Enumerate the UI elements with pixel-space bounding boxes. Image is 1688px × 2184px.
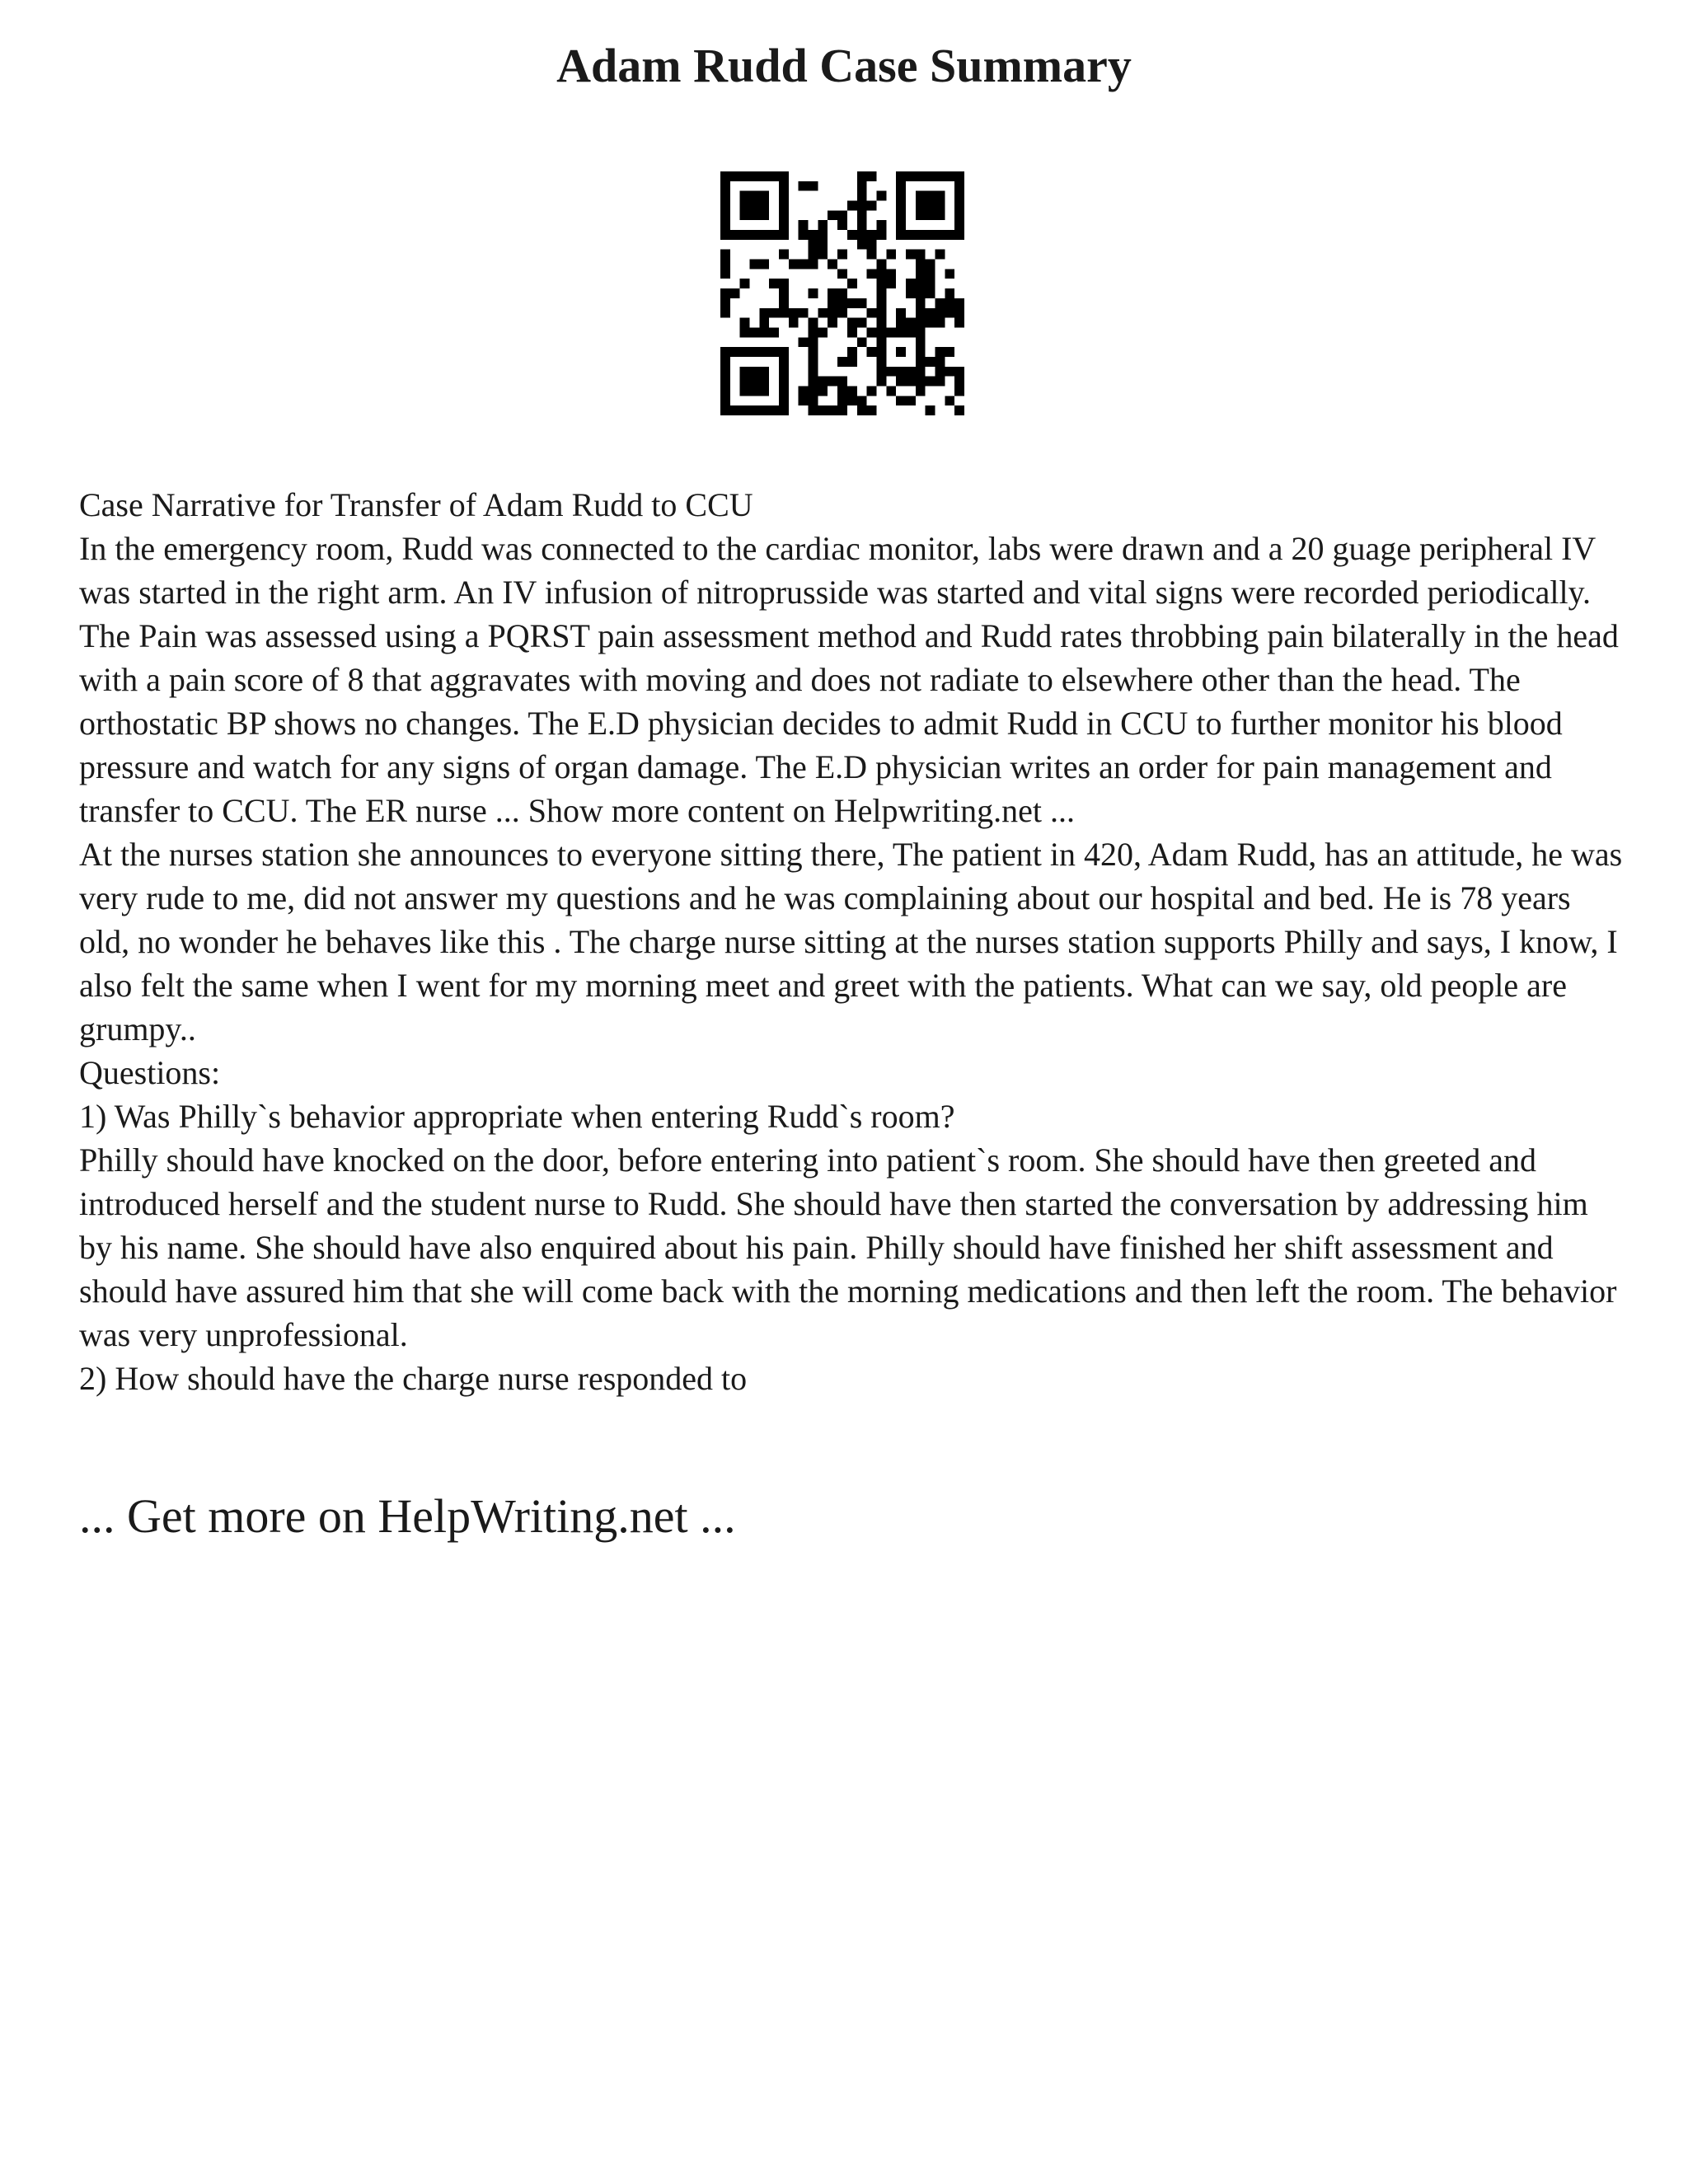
question: 2) How should have the charge nurse responded to [79, 1360, 748, 1397]
paragraph-heading: Case Narrative for Transfer of Adam Rudd to CCU [79, 486, 753, 523]
paragraph: In the emergency room, Rudd was connected to the cardiac monitor, labs were drawn and a 20 guage peripheral IV was started in the right arm. An IV infusion of nitroprusside was started and vital signs were recorded periodically. The Pain was assessed using a PQRST pain assessment method and Rudd rates throbbing pain bilaterally in the head with a pain score of 8 that aggravates with moving and does not radiate to elsewhere other than the head. The orthostatic BP shows no changes. The E.D physician decides to admit Rudd in CCU to further monitor his blood pressure and watch for any signs of organ damage. The E.D physician writes an order for pain management and transfer to CCU. The ER nurse ... Show more content on Helpwriting.net ... [79, 530, 1619, 829]
questions-heading: Questions: [79, 1054, 221, 1091]
get-more-link[interactable]: ... Get more on HelpWriting.net ... [79, 1489, 736, 1543]
document-body [79, 483, 1629, 1400]
question: 1) Was Philly`s behavior appropriate when entering Rudd`s room? [79, 1098, 955, 1135]
paragraph: At the nurses station she announces to everyone sitting there, The patient in 420, Adam Rudd, has an attitude, he was very rude to me, did not answer my questions and he was complaining about our hospital and bed. He is 78 years old, no wonder he behaves like this . The charge nurse sitting at the nurses station supports Philly and says, I know, I also felt the same when I went for my morning meet and greet with the patients. What can we say, old people are grumpy.. [79, 836, 1623, 1047]
paragraph: Philly should have knocked on the door, before entering into patient`s room. She should have then greeted and introduced herself and the student nurse to Rudd. She should have then started the conversation by addressing him by his name. She should have also enquired about his pain. Philly should have finished her shift assessment and should have assured him that she will come back with the morning medications and then left the room. The behavior was very unprofessional. [79, 1141, 1617, 1353]
qr-code-icon[interactable] [720, 171, 964, 415]
page-title: Adam Rudd Case Summary [556, 39, 1132, 92]
get-more-link-wrapper [79, 1483, 736, 1549]
